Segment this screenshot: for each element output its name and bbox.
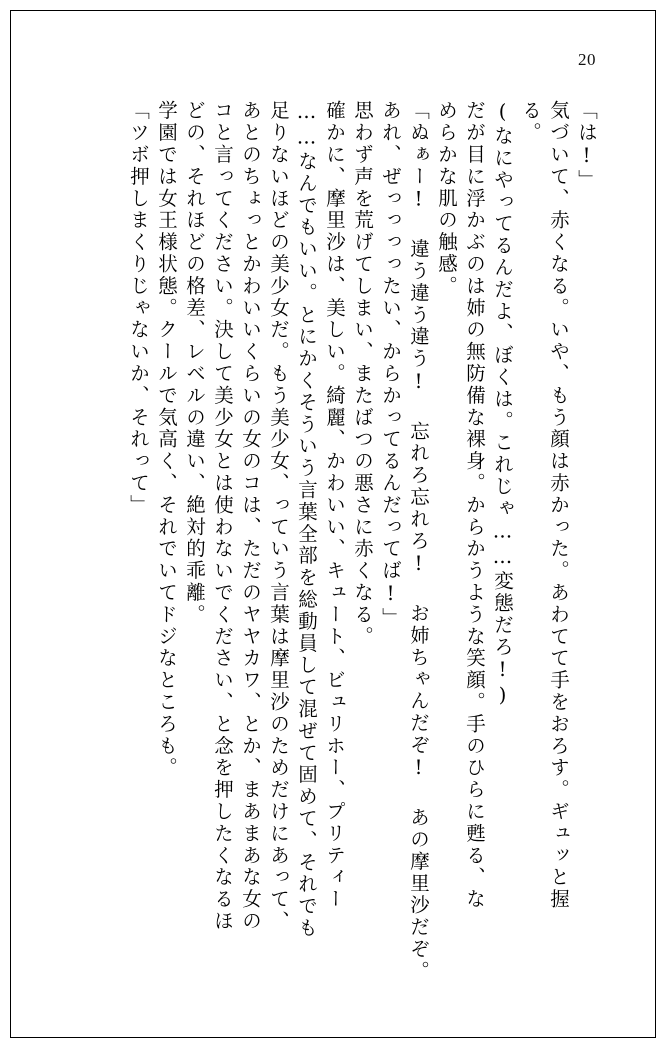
text-line: あとのちょっとかわいいくらいの女のコは、ただのヤヤカワ、とか、まあまあな女の — [239, 100, 262, 933]
text-line: 「ぬぁー! 違う違う違う! 忘れろ忘れろ! お姉ちゃんだぞ! あの摩里沙だぞ。 — [407, 100, 430, 983]
text-line: ……なんでもいい。とにかくそういう言葉全部を総動員して混ぜて固めて、それでも — [295, 100, 318, 940]
text-line: 「は!」 — [575, 100, 598, 192]
text-line: (なにやってるんだよ、ぼくは。これじゃ……変態だろ!) — [491, 100, 514, 709]
text-line: どの、それほどの格差、レベルの違い、絶対的乖離。 — [183, 100, 206, 626]
text-line: めらかな肌の触感。 — [435, 100, 458, 298]
text-line: 「ツボ押しまくりじゃないか、それって」 — [127, 100, 150, 517]
text-line: 学園では女王様状態。クールで気高く、それでいてドジなところも。 — [155, 100, 178, 779]
text-line: コと言ってください。決して美少女とは使わないでください、と念を押したくなるほ — [211, 100, 234, 933]
text-line: 気づいて、赤くなる。いや、もう顔は赤かった。あわてて手をおろす。ギュッと握 — [547, 100, 570, 911]
page-text-body — [36, 100, 598, 983]
text-line: あれ、ぜっっっったい、からかってるんだってば!」 — [379, 100, 402, 630]
text-line: 思わず声を荒げてしまい、またばつの悪さに赤くなる。 — [351, 100, 374, 648]
text-line: だが目に浮かぶのは姉の無防備な裸身。からかうような笑顔。手のひらに甦る、な — [463, 100, 486, 911]
text-line: 確かに、摩里沙は、美しい。綺麗、かわいい、キュート、ビュリホー、プリティー — [323, 100, 346, 911]
text-line: 足りないほどの美少女だ。もう美少女、っていう言葉は摩里沙のためだけにあって、 — [267, 100, 290, 933]
page-number: 20 — [578, 50, 596, 69]
text-line: る。 — [519, 100, 542, 144]
